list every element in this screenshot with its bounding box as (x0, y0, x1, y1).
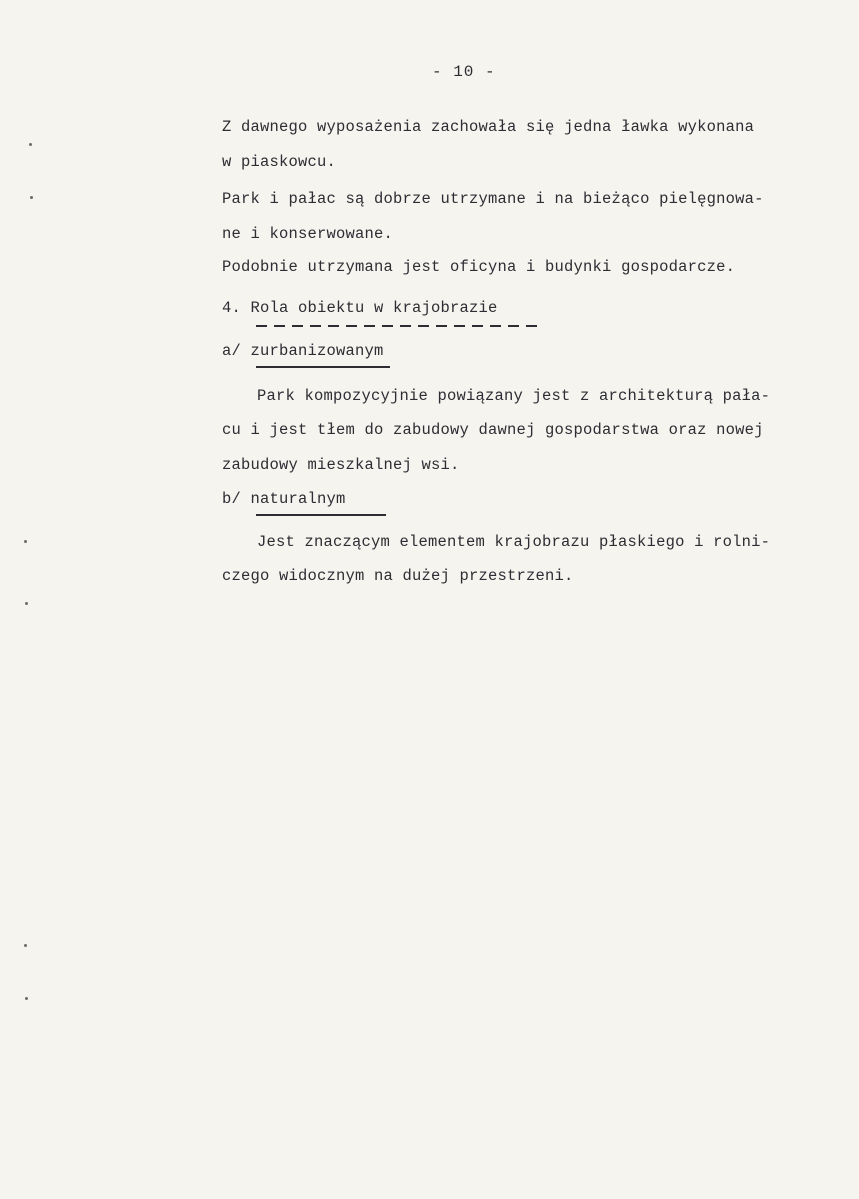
scan-speck (24, 944, 27, 947)
paragraph-line: czego widocznym na dużej przestrzeni. (222, 567, 574, 585)
scan-speck (24, 540, 27, 543)
paragraph-line: w piaskowcu. (222, 153, 337, 171)
paragraph-line: cu i jest tłem do zabudowy dawnej gospodarstwa oraz nowej (222, 421, 764, 439)
subsection-underline (256, 366, 390, 368)
paragraph-line: zabudowy mieszkalnej wsi. (222, 456, 460, 474)
paragraph-line: Z dawnego wyposażenia zachowała się jedna ławka wykonana (222, 118, 755, 136)
subsection-underline (256, 514, 386, 516)
paragraph-line: Park i pałac są dobrze utrzymane i na bieżąco pielęgnowa- (222, 190, 764, 208)
paragraph-line: Jest znaczącym elementem krajobrazu płaskiego i rolni- (257, 533, 771, 551)
section-heading: 4. Rola obiektu w krajobrazie (222, 299, 498, 317)
paragraph-line: ne i konserwowane. (222, 225, 394, 243)
scan-speck (25, 602, 28, 605)
scan-speck (30, 196, 33, 199)
subsection-heading: a/ zurbanizowanym (222, 342, 384, 360)
paragraph-line: Podobnie utrzymana jest oficyna i budynki gospodarcze. (222, 258, 736, 276)
page-number: - 10 - (432, 63, 496, 81)
paragraph-line: Park kompozycyjnie powiązany jest z architekturą pała- (257, 387, 771, 405)
scan-speck (25, 997, 28, 1000)
heading-dashed-underline (256, 325, 544, 327)
scan-speck (29, 143, 32, 146)
subsection-heading: b/ naturalnym (222, 490, 346, 508)
